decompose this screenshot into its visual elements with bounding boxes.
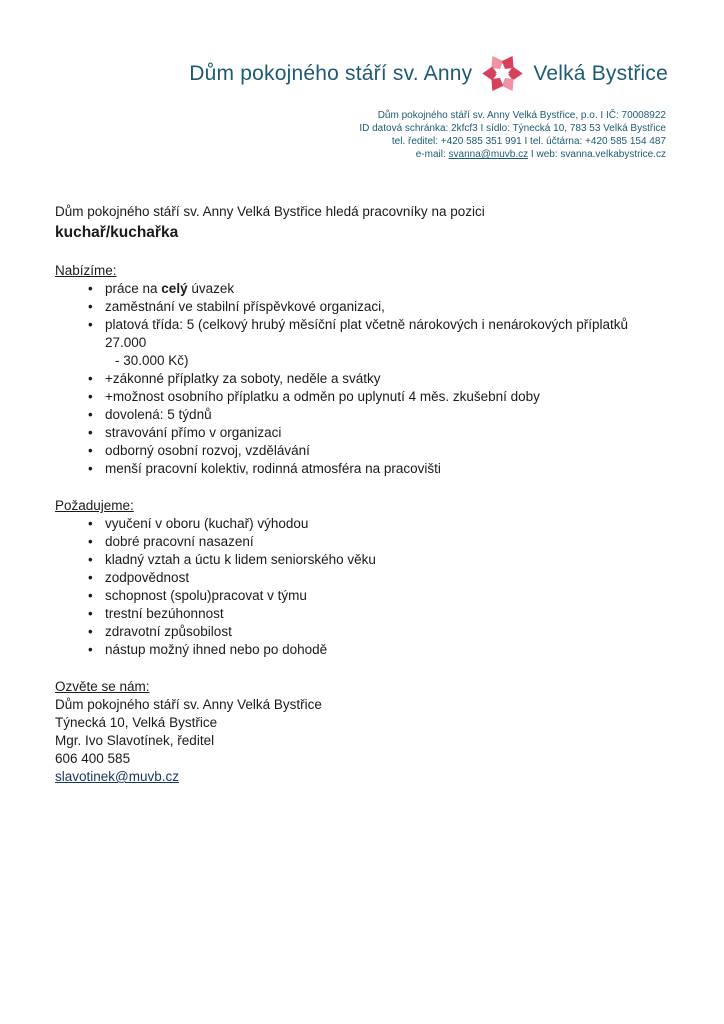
section-heading-contact: Ozvěte se nám: (55, 679, 150, 694)
contact-org-name: Dům pokojného stáří sv. Anny Velká Bystřice (55, 697, 322, 712)
list-item: • platová třída: 5 (celkový hrubý měsíční plat včetně nárokových i nenárokových příplatků 27.000 - 30.000 Kč) (105, 316, 669, 370)
job-title: kuchař/kuchařka (55, 224, 179, 241)
list-item: • práce na celý úvazek (105, 280, 669, 298)
list-item: • zodpovědnost (105, 569, 669, 587)
list-item: • menší pracovní kolektiv, rodinná atmosféra na pracovišti (105, 460, 669, 478)
list-item: • +zákonné příplatky za soboty, neděle a svátky (105, 370, 669, 388)
contact-street: Týnecká 10, Velká Bystřice (55, 715, 218, 730)
list-item: • kladný vztah a úctu k lidem seniorského věku (105, 551, 669, 569)
application-email-link[interactable]: slavotinek@muvb.cz (55, 769, 179, 784)
org-logo-text-left: Dům pokojného stáří sv. Anny (189, 61, 473, 85)
list-item: • dobré pracovní nasazení (105, 533, 669, 551)
contact-line-org: Dům pokojného stáří sv. Anny Velká Bystřice, p.o. I IČ: 70008922 (377, 110, 666, 121)
org-logo (0, 52, 724, 95)
web-label: I web: svanna.velkabystrice.cz (528, 149, 666, 160)
list-item: • nástup možný ihned nebo po dohodě (105, 641, 669, 659)
letterhead (0, 0, 724, 161)
list-item: • trestní bezúhonnost (105, 605, 669, 623)
contact-person: Mgr. Ivo Slavotínek, ředitel (55, 733, 215, 748)
application-contact-block (55, 696, 669, 786)
org-email-link[interactable]: svanna@muvb.cz (448, 149, 529, 160)
list-item: • vyučení v oboru (kuchař) výhodou (105, 515, 669, 533)
contact-line-phones: tel. ředitel: +420 585 351 991 I tel. účtárna: +420 585 154 487 (391, 136, 666, 147)
section-heading-requirements: Požadujeme: (55, 498, 134, 513)
requirements-list (55, 515, 669, 659)
list-item: • +možnost osobního příplatku a odměn po uplynutí 4 měs. zkušební doby (105, 388, 669, 406)
org-logo-star-icon (481, 52, 524, 95)
intro-line: Dům pokojného stáří sv. Anny Velká Bystřice hledá pracovníky na pozici (55, 204, 485, 219)
offers-list (55, 280, 669, 478)
contact-line-address: ID datová schránka: 2kfcf3 I sídlo: Týnecká 10, 783 53 Velká Bystřice (359, 123, 666, 134)
section-heading-offers: Nabízíme: (55, 263, 117, 278)
list-item: • dovolená: 5 týdnů (105, 406, 669, 424)
letterhead-contact-block (0, 109, 724, 161)
contact-phone: 606 400 585 (55, 751, 131, 766)
list-item: • schopnost (spolu)pracovat v týmu (105, 587, 669, 605)
email-label: e-mail: (415, 149, 449, 160)
list-item: • odborný osobní rozvoj, vzdělávání (105, 442, 669, 460)
job-posting-body (0, 203, 724, 786)
list-item: • zaměstnání ve stabilní příspěvkové organizaci, (105, 298, 669, 316)
org-logo-text-right: Velká Bystřice (533, 61, 668, 85)
list-item: • zdravotní způsobilost (105, 623, 669, 641)
contact-line-email-web (0, 148, 666, 161)
list-item: • stravování přímo v organizaci (105, 424, 669, 442)
